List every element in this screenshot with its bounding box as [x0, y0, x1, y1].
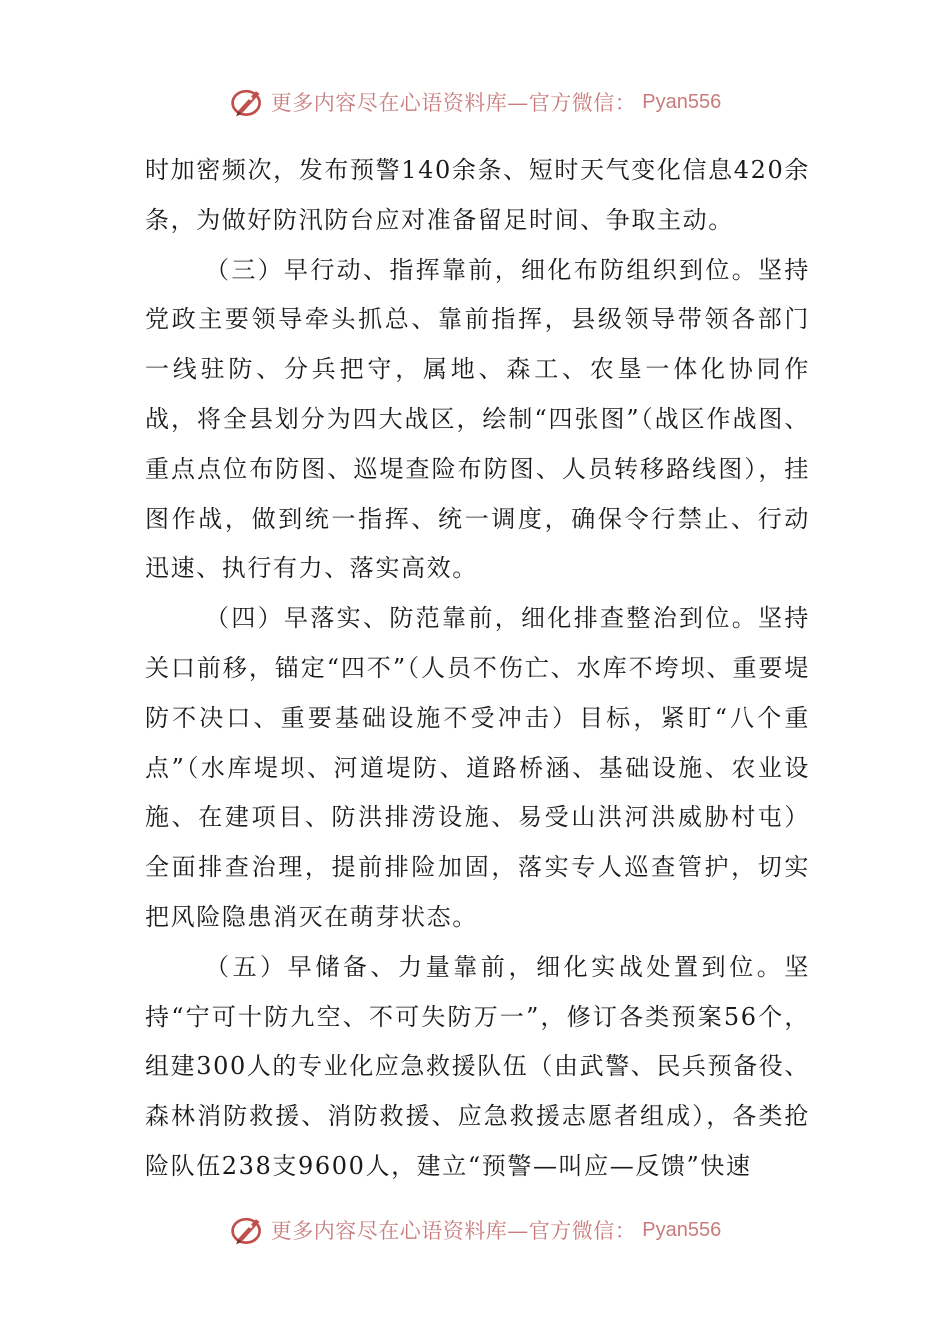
banner-text: 更多内容尽在心语资料库—官方微信： — [270, 91, 637, 115]
footer-banner-inner — [229, 1212, 721, 1248]
pen-logo-icon — [229, 1212, 265, 1248]
banner-wechat-id: Pyan556 — [642, 1218, 722, 1241]
pen-logo-icon — [229, 84, 265, 120]
footer-banner — [0, 1208, 950, 1252]
paragraph-continued: 时加密频次，发布预警140余条、短时天气变化信息420余条，为做好防汛防台应对准备留足时间、争取主动。 — [145, 156, 810, 234]
header-banner-inner — [229, 84, 721, 120]
paragraph-section-three: （三）早行动、指挥靠前，细化布防组织到位。坚持党政主要领导牵头抓总、靠前指挥，县级领导带领各部门一线驻防、分兵把守，属地、森工、农垦一体化协同作战，将全县划分为四大战区，绘制“四张图”（战区作战图、重点点位布防图、巡堤查险布防图、人员转移路线图），挂图作战，做到统一指挥、统一调度，确保令行禁止、行动迅速、执行有力、落实高效。 — [145, 255, 810, 583]
header-banner — [0, 80, 950, 124]
paragraph-section-four: （四）早落实、防范靠前，细化排查整治到位。坚持关口前移，锚定“四不”（人员不伤亡、水库不垮坝、重要堤防不决口、重要基础设施不受冲击）目标，紧盯“八个重点”（水库堤坝、河道堤防、道路桥涵、基础设施、农业设施、在建项目、防洪排涝设施、易受山洪河洪威胁村屯）全面排查治理，提前排险加固，落实专人巡查管护，切实把风险隐患消灭在萌芽状态。 — [145, 604, 810, 931]
banner-wechat-id: Pyan556 — [642, 90, 722, 113]
banner-text: 更多内容尽在心语资料库—官方微信： — [270, 1219, 637, 1243]
document-body — [145, 146, 810, 1192]
paragraph-section-five: （五）早储备、力量靠前，细化实战处置到位。坚持“宁可十防九空、不可失防万一”，修订各类预案56个，组建300人的专业化应急救援队伍（由武警、民兵预备役、森林消防救援、消防救援、应急救援志愿者组成），各类抢险队伍238支9600人，建立“预警—叫应—反馈”快速 — [145, 952, 811, 1180]
